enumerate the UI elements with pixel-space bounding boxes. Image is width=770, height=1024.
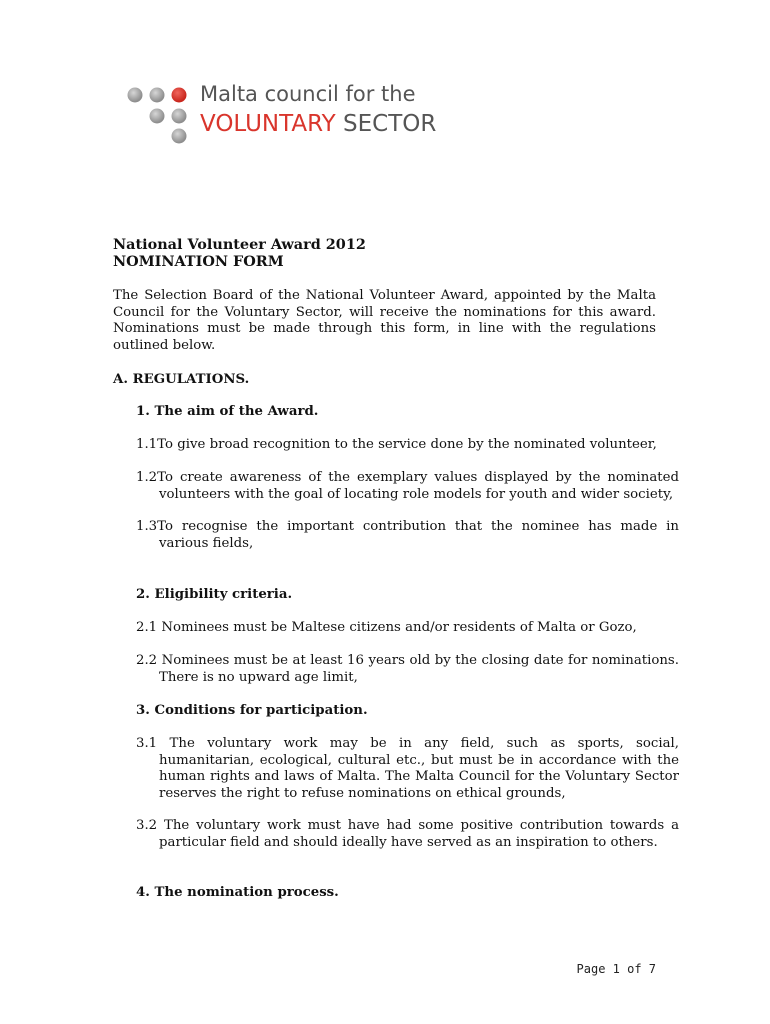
malta-council-logo	[126, 80, 486, 150]
aim-heading: 1. The aim of the Award.	[136, 404, 319, 419]
conditions-heading: 3. Conditions for participation.	[136, 703, 368, 718]
eligibility-item-2: 2.2 Nominees must be at least 16 years old by the closing date for nominations. There is no upward age limit,	[136, 653, 679, 685]
section-a-heading: A. REGULATIONS.	[113, 372, 250, 387]
title-line1: National Volunteer Award 2012	[113, 236, 366, 253]
conditions-item-2: 3.2 The voluntary work must have had some positive contribution towards a particular field and should ideally have served as an inspiration to others.	[136, 818, 679, 850]
intro-paragraph: The Selection Board of the National Volunteer Award, appointed by the Malta Council for the Voluntary Sector, will receive the nominations for this award. Nominations must be made through this form, in line with the regulations outlined below.	[113, 288, 656, 353]
logo-dots-icon	[126, 84, 190, 144]
eligibility-heading: 2. Eligibility criteria.	[136, 587, 293, 602]
eligibility-item-1: 2.1 Nominees must be Maltese citizens and/or residents of Malta or Gozo,	[136, 620, 637, 635]
page-number: Page 1 of 7	[576, 962, 656, 976]
title-line2: NOMINATION FORM	[113, 253, 284, 270]
logo-text-line2	[200, 111, 436, 137]
logo-text-rest: SECTOR	[335, 111, 437, 137]
conditions-item-1: 3.1 The voluntary work may be in any field, such as sports, social, humanitarian, ecological, cultural etc., but must be in accordance with the human rights and laws of Malta. The Malta Council for the Voluntary Sector reserves the right to refuse nominations on ethical grounds,	[136, 736, 679, 801]
aim-item-3: 1.3To recognise the important contribution that the nominee has made in various fields,	[136, 519, 679, 551]
aim-item-2: 1.2To create awareness of the exemplary values displayed by the nominated volunteers with the goal of locating role models for youth and wider society,	[136, 470, 679, 502]
page-title	[113, 236, 673, 270]
logo-text-line1: Malta council for the	[200, 82, 416, 106]
logo-text-accent: VOLUNTARY	[200, 111, 336, 137]
nomination-heading: 4. The nomination process.	[136, 885, 339, 900]
aim-item-1: 1.1To give broad recognition to the service done by the nominated volunteer,	[136, 437, 657, 452]
